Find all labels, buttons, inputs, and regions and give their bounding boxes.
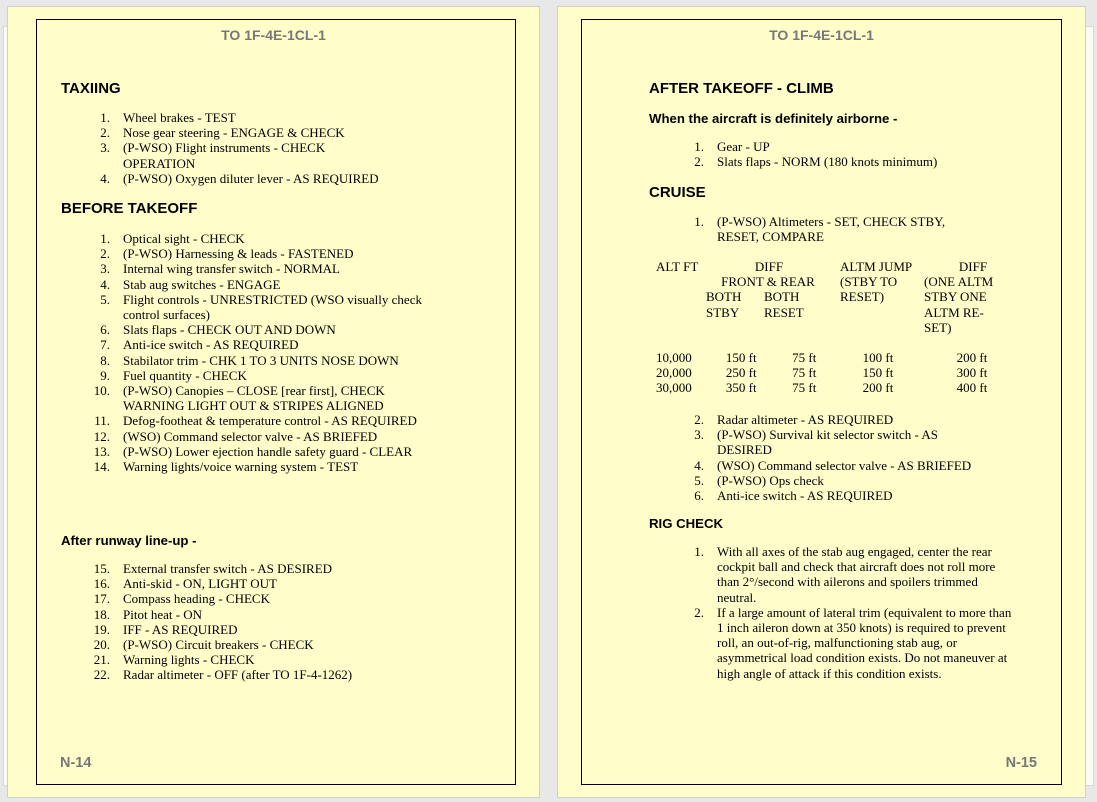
table-header-row: [656, 259, 1006, 335]
list-item: [88, 110, 388, 125]
both-stby-label: BOTH STBY: [706, 289, 742, 320]
cruise-list-2: [682, 412, 982, 503]
list-item: [88, 353, 428, 368]
table-cell-alt: 20,000: [656, 365, 692, 381]
item-text: Warning lights - CHECK: [123, 652, 255, 668]
diff2-label: DIFF: [958, 259, 988, 274]
item-number: 17.: [93, 591, 110, 607]
table-cell-reset: 75 ft: [792, 380, 817, 396]
table-cell-diff: 200 ft: [956, 350, 988, 366]
list-item: [88, 637, 428, 652]
list-item: [88, 246, 428, 261]
item-text: Stab aug switches - ENGAGE: [123, 276, 281, 292]
rig-check-list: [682, 544, 1016, 681]
item-text: (P-WSO) Flight instruments - CHECK OPERATION: [123, 140, 326, 171]
item-text: With all axes of the stab aug engaged, center the rear cockpit ball and check that aircraft does not roll more than 2°/second with ailerons and spoilers trimmed neutral.: [717, 544, 996, 605]
item-text: Anti-ice switch - AS REQUIRED: [717, 488, 893, 504]
list-item: [88, 140, 388, 170]
item-number: 22.: [93, 667, 110, 683]
item-number: 1.: [694, 544, 704, 559]
list-item: [88, 383, 428, 413]
item-number: 4.: [694, 457, 704, 473]
list-item: [88, 576, 428, 591]
section-subtitle-after-lineup: After runway line-up -: [61, 533, 197, 548]
list-item: [682, 139, 1012, 154]
list-item: [88, 413, 428, 428]
item-number: 7.: [100, 337, 110, 353]
item-text: Anti-skid - ON, LIGHT OUT: [123, 576, 277, 592]
item-number: 3.: [100, 140, 110, 156]
item-number: 1.: [694, 139, 704, 154]
front-rear-label: FRONT & REAR: [721, 274, 815, 290]
item-text: Defog-footheat & temperature control - AS REQUIRED: [123, 413, 417, 429]
page-number: N-15: [1005, 755, 1037, 771]
list-item: [88, 561, 428, 576]
list-item: [88, 277, 428, 292]
page-header: TO 1F-4E-1CL-1: [769, 27, 874, 43]
item-text: Wheel brakes - TEST: [123, 110, 236, 125]
table-cell-reset: 75 ft: [792, 365, 817, 381]
list-item: [88, 322, 428, 337]
list-item: [88, 231, 428, 246]
list-item: [682, 488, 982, 503]
page-number: N-14: [60, 755, 92, 771]
list-item: [88, 429, 428, 444]
column-header-altm-jump: ALTM JUMP (STBY TO RESET): [840, 259, 912, 305]
item-number: 5.: [694, 472, 704, 488]
item-number: 15.: [93, 561, 110, 576]
column-header-diff2: [924, 259, 1006, 335]
item-number: 1.: [100, 231, 110, 246]
table-cell-jump: 100 ft: [862, 350, 894, 366]
table-body: [656, 350, 1006, 396]
taxiing-list: [88, 110, 388, 186]
table-cell-stby: 250 ft: [725, 365, 757, 381]
list-item: [88, 261, 428, 276]
diff-label: DIFF: [754, 259, 784, 274]
item-text: Warning lights/voice warning system - TEST: [123, 459, 359, 475]
list-item: [88, 591, 428, 606]
item-text: (P-WSO) Circuit breakers - CHECK: [123, 637, 314, 653]
item-number: 13.: [93, 443, 110, 459]
both-reset-label: BOTH RESET: [764, 289, 804, 320]
list-item: [682, 154, 1012, 169]
after-lineup-list: [88, 561, 428, 683]
table-cell-reset: 75 ft: [792, 350, 817, 366]
item-text: IFF - AS REQUIRED: [123, 621, 238, 637]
table-cell-diff: 400 ft: [956, 380, 988, 396]
one-altm-label: (ONE ALTM STBY ONE ALTM RE-SET): [924, 274, 994, 335]
item-number: 4.: [100, 276, 110, 292]
item-number: 1.: [100, 110, 110, 125]
list-item: [88, 337, 428, 352]
table-row: [656, 350, 1006, 365]
table-cell-alt: 30,000: [656, 380, 692, 396]
after-takeoff-list: [682, 139, 1012, 169]
section-title-rig-check: RIG CHECK: [649, 516, 723, 531]
section-subtitle-airborne: When the aircraft is definitely airborne -: [649, 111, 898, 126]
item-number: 8.: [100, 352, 110, 368]
list-item: [88, 171, 388, 186]
page-n14: [7, 6, 540, 798]
item-text: Stabilator trim - CHK 1 TO 3 UNITS NOSE DOWN: [123, 352, 399, 368]
item-number: 3.: [694, 427, 704, 443]
item-text: (WSO) Command selector valve - AS BRIEFED: [123, 428, 378, 444]
before-takeoff-list: [88, 231, 428, 474]
item-text: (P-WSO) Oxygen diluter lever - AS REQUIRED: [123, 170, 379, 186]
item-number: 18.: [93, 606, 110, 622]
table-row: [656, 365, 1006, 380]
table-cell-stby: 350 ft: [725, 380, 757, 396]
item-text: Fuel quantity - CHECK: [123, 367, 247, 383]
list-item: [88, 444, 428, 459]
item-number: 4.: [100, 170, 110, 186]
item-text: Optical sight - CHECK: [123, 231, 245, 246]
item-text: (P-WSO) Lower ejection handle safety guard - CLEAR: [123, 443, 413, 459]
table-cell-diff: 300 ft: [956, 365, 988, 381]
table-row: [656, 380, 1006, 395]
altimeter-table: [656, 259, 1006, 396]
item-text: Gear - UP: [717, 139, 770, 154]
table-cell-stby: 150 ft: [725, 350, 757, 366]
item-text: If a large amount of lateral trim (equivalent to more than 1 inch aileron down at 350 knots) is required to prevent roll, an out-of-rig, malfunctioning stab aug, or asymmetrical load condition exists. Do not maneuver at high angle of attack if this condition exists.: [717, 604, 1012, 681]
table-cell-jump: 150 ft: [862, 365, 894, 381]
item-text: Nose gear steering - ENGAGE & CHECK: [123, 125, 345, 141]
item-number: 5.: [100, 291, 110, 307]
item-text: Slats flaps - NORM (180 knots minimum): [717, 154, 938, 170]
list-item: [88, 622, 428, 637]
cruise-list-1: [682, 214, 982, 244]
item-number: 10.: [93, 383, 110, 399]
item-text: Internal wing transfer switch - NORMAL: [123, 261, 340, 277]
list-item: [682, 605, 1016, 681]
item-number: 20.: [93, 637, 110, 653]
item-number: 2.: [694, 412, 704, 427]
table-cell-jump: 200 ft: [862, 380, 894, 396]
item-number: 9.: [100, 367, 110, 383]
item-text: (WSO) Command selector valve - AS BRIEFED: [717, 457, 972, 473]
item-text: Flight controls - UNRESTRICTED (WSO visually check control surfaces): [123, 291, 422, 323]
item-text: (P-WSO) Altimeters - SET, CHECK STBY, RESET, COMPARE: [717, 214, 946, 245]
item-text: Radar altimeter - OFF (after TO 1F-4-1262): [123, 667, 353, 683]
item-number: 19.: [93, 621, 110, 637]
item-text: (P-WSO) Ops check: [717, 472, 824, 488]
list-item: [682, 458, 982, 473]
column-header-diff: [706, 259, 832, 335]
list-item: [88, 368, 428, 383]
item-number: 11.: [94, 413, 110, 429]
list-item: [88, 459, 428, 474]
item-number: 12.: [93, 428, 110, 444]
item-text: Pitot heat - ON: [123, 606, 203, 622]
item-text: (P-WSO) Harnessing & leads - FASTENED: [123, 246, 354, 262]
item-number: 16.: [93, 576, 110, 592]
list-item: [682, 544, 1016, 605]
item-text: Radar altimeter - AS REQUIRED: [717, 412, 894, 427]
item-number: 6.: [694, 488, 704, 504]
item-text: (P-WSO) Survival kit selector switch - AS DESIRED: [717, 427, 938, 458]
item-text: Anti-ice switch - AS REQUIRED: [123, 337, 299, 353]
section-title-taxiing: TAXIING: [61, 80, 121, 97]
table-cell-alt: 10,000: [656, 350, 692, 366]
item-text: Slats flaps - CHECK OUT AND DOWN: [123, 322, 336, 338]
page-n15: [557, 6, 1086, 798]
item-text: External transfer switch - AS DESIRED: [123, 561, 333, 576]
section-title-cruise: CRUISE: [649, 184, 706, 201]
list-item: [682, 473, 982, 488]
list-item: [88, 652, 428, 667]
item-number: 1.: [694, 214, 704, 229]
list-item: [682, 412, 982, 427]
item-text: (P-WSO) Canopies – CLOSE [rear first], CHECK WARNING LIGHT OUT & STRIPES ALIGNED: [123, 383, 385, 414]
page-header: TO 1F-4E-1CL-1: [221, 27, 326, 43]
item-number: 6.: [100, 322, 110, 338]
list-item: [682, 427, 982, 457]
item-text: Compass heading - CHECK: [123, 591, 270, 607]
list-item: [88, 667, 428, 682]
item-number: 2.: [100, 246, 110, 262]
list-item: [88, 607, 428, 622]
column-header-alt: ALT FT: [656, 259, 699, 274]
section-title-before-takeoff: BEFORE TAKEOFF: [61, 200, 198, 217]
list-item: [88, 125, 388, 140]
section-title-after-takeoff: AFTER TAKEOFF - CLIMB: [649, 80, 834, 97]
item-number: 3.: [100, 261, 110, 277]
item-number: 21.: [93, 652, 110, 668]
list-item: [682, 214, 982, 244]
item-number: 2.: [694, 154, 704, 170]
item-number: 2.: [100, 125, 110, 141]
list-item: [88, 292, 428, 322]
item-number: 2.: [694, 604, 704, 620]
item-number: 14.: [93, 459, 110, 475]
